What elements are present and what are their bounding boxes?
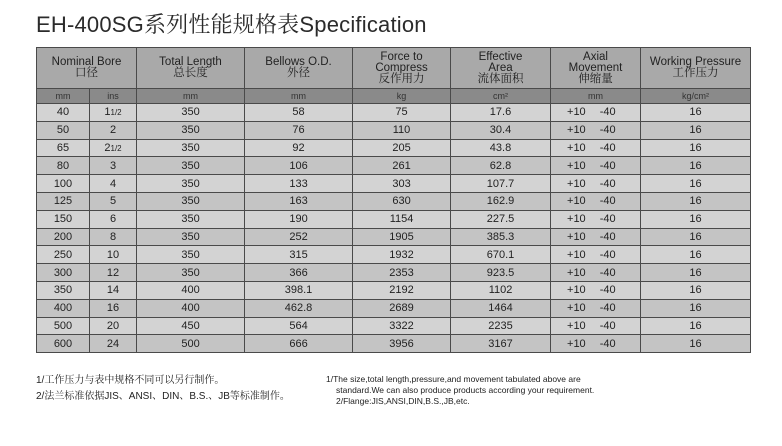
cell-bellows-od: 58 bbox=[245, 104, 353, 122]
axial-compression: -40 bbox=[599, 213, 616, 226]
note-en-1: 1/The size,total length,pressure,and movement tabulated above are bbox=[326, 374, 581, 384]
cell-force: 1154 bbox=[353, 210, 451, 228]
cell-axial-movement bbox=[551, 299, 641, 317]
note-en-1-cont: standard.We can also produce products according your requirement. bbox=[336, 385, 595, 395]
cell-total-length: 350 bbox=[137, 157, 245, 175]
cell-axial-movement bbox=[551, 281, 641, 299]
table-row bbox=[37, 210, 751, 228]
axial-extension: +10 bbox=[567, 141, 586, 154]
cell-bore-mm: 80 bbox=[37, 157, 90, 175]
ins-value: 2 bbox=[104, 141, 111, 154]
cell-total-length: 350 bbox=[137, 210, 245, 228]
cell-axial-movement bbox=[551, 175, 641, 193]
cell-axial-movement bbox=[551, 228, 641, 246]
cell-bore-mm: 400 bbox=[37, 299, 90, 317]
ins-value: 20 bbox=[106, 319, 120, 332]
unit-force: kg bbox=[353, 89, 451, 104]
cell-axial-movement bbox=[551, 335, 641, 353]
cell-bore-mm: 150 bbox=[37, 210, 90, 228]
unit-area: cm² bbox=[451, 89, 551, 104]
note-en-2: 2/Flange:JIS,ANSI,DIN,B.S.,JB,etc. bbox=[336, 396, 470, 406]
cell-bore-ins bbox=[90, 246, 137, 264]
units-row bbox=[37, 89, 751, 104]
cell-area: 227.5 bbox=[451, 210, 551, 228]
table-row bbox=[37, 228, 751, 246]
note-cn-2: 2/法兰标准依据JIS、ANSI、DIN、B.S.、JB等标准制作。 bbox=[36, 391, 290, 402]
axial-extension: +10 bbox=[567, 230, 586, 243]
cell-working-pressure: 16 bbox=[641, 157, 751, 175]
cell-force: 2353 bbox=[353, 264, 451, 282]
axial-compression: -40 bbox=[599, 302, 616, 315]
cell-total-length: 500 bbox=[137, 335, 245, 353]
cell-bore-mm: 600 bbox=[37, 335, 90, 353]
ins-value: 24 bbox=[106, 337, 120, 350]
cell-bellows-od: 190 bbox=[245, 210, 353, 228]
cell-area: 107.7 bbox=[451, 175, 551, 193]
cell-area: 17.6 bbox=[451, 104, 551, 122]
axial-compression: -40 bbox=[599, 177, 616, 190]
specification-table bbox=[36, 47, 751, 353]
header-nominal-bore: Nominal Bore 口径 bbox=[37, 48, 137, 89]
cell-bore-ins bbox=[90, 121, 137, 139]
cell-working-pressure: 16 bbox=[641, 281, 751, 299]
ins-value: 4 bbox=[109, 177, 117, 190]
axial-compression: -40 bbox=[599, 124, 616, 137]
header-total-length: Total Length 总长度 bbox=[137, 48, 245, 89]
header-force-to-compress: Force to Compress 反作用力 bbox=[353, 48, 451, 89]
table-row bbox=[37, 281, 751, 299]
axial-compression: -40 bbox=[599, 159, 616, 172]
cell-working-pressure: 16 bbox=[641, 139, 751, 157]
cell-total-length: 350 bbox=[137, 246, 245, 264]
cell-total-length: 400 bbox=[137, 299, 245, 317]
cell-bellows-od: 366 bbox=[245, 264, 353, 282]
cell-bellows-od: 76 bbox=[245, 121, 353, 139]
cell-bellows-od: 666 bbox=[245, 335, 353, 353]
cell-total-length: 400 bbox=[137, 281, 245, 299]
axial-compression: -40 bbox=[599, 284, 616, 297]
notes-english bbox=[326, 374, 594, 407]
ins-value: 1 bbox=[104, 106, 111, 119]
cell-bore-mm: 200 bbox=[37, 228, 90, 246]
table-row bbox=[37, 104, 751, 122]
axial-extension: +10 bbox=[567, 177, 586, 190]
cell-area: 1464 bbox=[451, 299, 551, 317]
cell-bore-ins bbox=[90, 281, 137, 299]
axial-extension: +10 bbox=[567, 195, 586, 208]
ins-fraction: 1/2 bbox=[110, 108, 122, 118]
unit-pressure: kg/cm² bbox=[641, 89, 751, 104]
header-working-pressure: Working Pressure 工作压力 bbox=[641, 48, 751, 89]
cell-axial-movement bbox=[551, 104, 641, 122]
cell-bore-ins bbox=[90, 175, 137, 193]
axial-compression: -40 bbox=[599, 248, 616, 261]
cell-axial-movement bbox=[551, 246, 641, 264]
cell-force: 2689 bbox=[353, 299, 451, 317]
cell-total-length: 350 bbox=[137, 192, 245, 210]
cell-axial-movement bbox=[551, 192, 641, 210]
ins-fraction: 1/2 bbox=[110, 143, 122, 153]
cell-force: 1905 bbox=[353, 228, 451, 246]
cell-area: 3167 bbox=[451, 335, 551, 353]
unit-ins: ins bbox=[90, 89, 137, 104]
cell-bore-ins bbox=[90, 157, 137, 175]
cell-bore-ins bbox=[90, 139, 137, 157]
cell-area: 2235 bbox=[451, 317, 551, 335]
unit-length: mm bbox=[137, 89, 245, 104]
cell-bore-mm: 125 bbox=[37, 192, 90, 210]
cell-bellows-od: 398.1 bbox=[245, 281, 353, 299]
cell-area: 43.8 bbox=[451, 139, 551, 157]
cell-bellows-od: 92 bbox=[245, 139, 353, 157]
page-title: EH-400SG系列性能规格表Specification bbox=[36, 12, 427, 37]
cell-bore-mm: 100 bbox=[37, 175, 90, 193]
axial-compression: -40 bbox=[599, 141, 616, 154]
cell-force: 630 bbox=[353, 192, 451, 210]
ins-value: 3 bbox=[109, 159, 117, 172]
cell-bore-ins bbox=[90, 104, 137, 122]
ins-value: 8 bbox=[109, 230, 117, 243]
table-body bbox=[37, 104, 751, 353]
axial-compression: -40 bbox=[599, 106, 616, 119]
cell-bore-ins bbox=[90, 210, 137, 228]
cell-bore-ins bbox=[90, 192, 137, 210]
axial-extension: +10 bbox=[567, 284, 586, 297]
cell-bellows-od: 252 bbox=[245, 228, 353, 246]
cell-area: 62.8 bbox=[451, 157, 551, 175]
axial-extension: +10 bbox=[567, 106, 586, 119]
unit-od: mm bbox=[245, 89, 353, 104]
cell-axial-movement bbox=[551, 317, 641, 335]
ins-value: 6 bbox=[109, 213, 117, 226]
axial-compression: -40 bbox=[599, 230, 616, 243]
ins-value: 12 bbox=[106, 266, 120, 279]
table-row bbox=[37, 157, 751, 175]
cell-force: 205 bbox=[353, 139, 451, 157]
cell-axial-movement bbox=[551, 264, 641, 282]
cell-working-pressure: 16 bbox=[641, 246, 751, 264]
cell-area: 30.4 bbox=[451, 121, 551, 139]
cell-total-length: 350 bbox=[137, 264, 245, 282]
table-row bbox=[37, 317, 751, 335]
ins-value: 10 bbox=[106, 248, 120, 261]
cell-bore-ins bbox=[90, 317, 137, 335]
cell-bellows-od: 564 bbox=[245, 317, 353, 335]
cell-bore-mm: 50 bbox=[37, 121, 90, 139]
cell-working-pressure: 16 bbox=[641, 121, 751, 139]
table-row bbox=[37, 246, 751, 264]
notes-chinese bbox=[36, 373, 290, 405]
cell-bore-mm: 300 bbox=[37, 264, 90, 282]
cell-total-length: 350 bbox=[137, 175, 245, 193]
cell-total-length: 350 bbox=[137, 228, 245, 246]
cell-force: 261 bbox=[353, 157, 451, 175]
cell-bellows-od: 106 bbox=[245, 157, 353, 175]
cell-working-pressure: 16 bbox=[641, 228, 751, 246]
cell-working-pressure: 16 bbox=[641, 264, 751, 282]
ins-value: 14 bbox=[106, 284, 120, 297]
cell-working-pressure: 16 bbox=[641, 175, 751, 193]
cell-bore-mm: 350 bbox=[37, 281, 90, 299]
header-row bbox=[37, 48, 751, 89]
cell-bellows-od: 462.8 bbox=[245, 299, 353, 317]
cell-working-pressure: 16 bbox=[641, 104, 751, 122]
cell-axial-movement bbox=[551, 157, 641, 175]
cell-force: 3956 bbox=[353, 335, 451, 353]
axial-extension: +10 bbox=[567, 337, 586, 350]
cell-working-pressure: 16 bbox=[641, 210, 751, 228]
note-cn-1: 1/工作压力与表中规格不同可以另行制作。 bbox=[36, 375, 225, 386]
cell-bore-mm: 40 bbox=[37, 104, 90, 122]
axial-compression: -40 bbox=[599, 266, 616, 279]
cell-bore-mm: 250 bbox=[37, 246, 90, 264]
header-effective-area: Effective Area 流体面积 bbox=[451, 48, 551, 89]
cell-bore-ins bbox=[90, 335, 137, 353]
axial-compression: -40 bbox=[599, 337, 616, 350]
cell-bore-ins bbox=[90, 299, 137, 317]
cell-force: 2192 bbox=[353, 281, 451, 299]
cell-working-pressure: 16 bbox=[641, 299, 751, 317]
ins-value: 5 bbox=[109, 195, 117, 208]
cell-force: 75 bbox=[353, 104, 451, 122]
cell-bellows-od: 163 bbox=[245, 192, 353, 210]
axial-extension: +10 bbox=[567, 302, 586, 315]
cell-bore-ins bbox=[90, 264, 137, 282]
cell-force: 110 bbox=[353, 121, 451, 139]
axial-extension: +10 bbox=[567, 124, 586, 137]
ins-value: 16 bbox=[106, 302, 120, 315]
cell-total-length: 450 bbox=[137, 317, 245, 335]
cell-total-length: 350 bbox=[137, 139, 245, 157]
cell-area: 162.9 bbox=[451, 192, 551, 210]
cell-axial-movement bbox=[551, 210, 641, 228]
axial-extension: +10 bbox=[567, 248, 586, 261]
header-bellows-od: Bellows O.D. 外径 bbox=[245, 48, 353, 89]
unit-mm: mm bbox=[37, 89, 90, 104]
cell-force: 1932 bbox=[353, 246, 451, 264]
axial-extension: +10 bbox=[567, 319, 586, 332]
cell-working-pressure: 16 bbox=[641, 192, 751, 210]
cell-working-pressure: 16 bbox=[641, 317, 751, 335]
cell-bore-mm: 500 bbox=[37, 317, 90, 335]
cell-area: 385.3 bbox=[451, 228, 551, 246]
cell-force: 303 bbox=[353, 175, 451, 193]
cell-area: 1102 bbox=[451, 281, 551, 299]
ins-value: 2 bbox=[109, 124, 117, 137]
table-row bbox=[37, 299, 751, 317]
cell-axial-movement bbox=[551, 121, 641, 139]
cell-bore-ins bbox=[90, 228, 137, 246]
cell-working-pressure: 16 bbox=[641, 335, 751, 353]
table-row bbox=[37, 175, 751, 193]
cell-bore-mm: 65 bbox=[37, 139, 90, 157]
table-row bbox=[37, 121, 751, 139]
axial-extension: +10 bbox=[567, 213, 586, 226]
unit-axial: mm bbox=[551, 89, 641, 104]
table-row bbox=[37, 264, 751, 282]
cell-total-length: 350 bbox=[137, 104, 245, 122]
cell-bellows-od: 133 bbox=[245, 175, 353, 193]
cell-force: 3322 bbox=[353, 317, 451, 335]
cell-axial-movement bbox=[551, 139, 641, 157]
cell-total-length: 350 bbox=[137, 121, 245, 139]
cell-area: 923.5 bbox=[451, 264, 551, 282]
cell-area: 670.1 bbox=[451, 246, 551, 264]
axial-extension: +10 bbox=[567, 159, 586, 172]
table-row bbox=[37, 139, 751, 157]
cell-bellows-od: 315 bbox=[245, 246, 353, 264]
axial-extension: +10 bbox=[567, 266, 586, 279]
table-row bbox=[37, 335, 751, 353]
header-axial-movement: Axial Movement 伸缩量 bbox=[551, 48, 641, 89]
axial-compression: -40 bbox=[599, 195, 616, 208]
axial-compression: -40 bbox=[599, 319, 616, 332]
table-row bbox=[37, 192, 751, 210]
